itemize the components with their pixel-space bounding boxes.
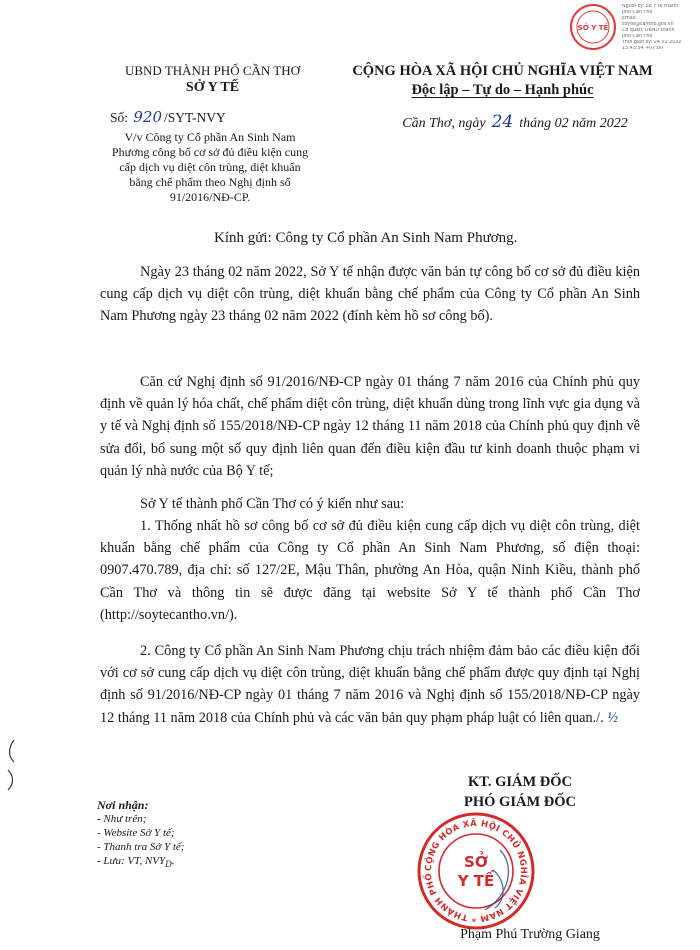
sig-info-line: phố Cần Thơ [622,10,653,15]
agency-parent: UBND THÀNH PHỐ CẦN THƠ [124,63,301,78]
signer-name: Phạm Phú Trường Giang [460,927,600,942]
nation-name: CỘNG HÒA XÃ HỘI CHỦ NGHĨA VIỆT NAM [352,63,653,79]
recipient-item-sub: D [165,859,172,870]
date-line [370,112,660,132]
signature-title [440,772,600,812]
body-paragraph-3 [100,493,640,515]
greeting: Kính gửi: Công ty Cổ phần An Sinh Nam Phương. [214,230,518,246]
document-number [110,108,226,126]
scan-margin-mark [4,738,18,798]
handwritten-tick: ½ [607,709,619,726]
date-day-handwritten: 24 [491,112,514,132]
sig-info-line: phố Cần Thơ [622,34,653,39]
body-paragraph-1 [100,261,640,328]
recipient-item: - Thanh tra Sở Y tế; [97,841,185,853]
nation-motto: Độc lập – Tự do – Hạnh phúc [411,82,594,98]
recipients-label: Nơi nhận: [97,798,149,812]
issuing-agency [105,62,320,96]
sig-info-line: Thời gian ký: 24.02.2022 [622,40,682,45]
seal-center-line1: SỞ [464,853,488,871]
document-subject: V/v Công ty Cổ phần An Sinh Nam Phương công bố cơ sở đủ điều kiện cung cấp dịch vụ diệt côn trùng, diệt khuẩn bằng chế phẩm theo Nghị định số 91/2016/NĐ-CP. [111,130,309,204]
sig-info-line: Email: [622,16,637,21]
seal-ring-text: CỘNG HÒA XÃ HỘI CHỦ NGHĨA VIỆT NAM * THÀNH PHỐ [423,818,529,924]
sig-info-line: Cơ quan: UBND thành [622,28,675,33]
ref-suffix: /SYT-NVY [164,110,226,125]
paragraph-text: Ngày 23 tháng 02 năm 2022, Sở Y tế nhận được văn bản tự công bố cơ sở đủ điều kiện cung cấp dịch vụ diệt côn trùng, diệt khuẩn bằng chế phẩm của Công ty Cổ phần An Sinh Nam Phương ngày 23 tháng 02 năm 2022 (đính kèm hồ sơ công bố). [100,264,640,325]
recipient-item: - Lưu: VT, $NVY_D$. [97,855,175,870]
seal-center-line2: Y TẾ [457,872,495,890]
signature-line-1: KT. GIÁM ĐỐC [467,774,573,790]
recipient-item: - Website Sở Y tế; [97,827,175,839]
ref-number-handwritten: 920 [133,108,163,126]
sig-info-line: Người ký: Sở Y tế thành [622,4,678,9]
sig-info-line: soyte@cantho.gov.vn [622,22,674,27]
body-paragraph-2 [100,371,640,482]
paragraph-text: Căn cứ Nghị định số 91/2016/NĐ-CP ngày 01 tháng 7 năm 2016 của Chính phủ quy định về quản lý hóa chất, chế phẩm diệt côn trùng, diệt khuẩn dùng trong lĩnh vực gia dụng và y tế và Nghị định số 155/2018/NĐ-CP ngày 12 tháng 11 năm 2018 của Chính phủ quy định về sửa đổi, bổ sung một số quy định liên quan đến điều kiện đầu tư kinh doanh thuộc phạm vi quản lý nhà nước của Bộ Y tế; [100,374,640,479]
official-red-seal [415,810,537,932]
paragraph-text: 2. Công ty Cổ phần An Sinh Nam Phương chịu trách nhiệm đảm bảo các điều kiện đối với cơ sở cung cấp dịch vụ diệt côn trùng, diệt khuẩn bằng chế phẩm được quy định tại Nghị định số 91/2016/NĐ-CP ngày 01 tháng 7 năm 2016 và Nghị định số 155/2018/NĐ-CP ngày 12 tháng 11 năm 2018 của Chính phủ và các văn bản quy phạm pháp luật có liên quan./. [100,643,640,726]
recipient-item: - Như trên; [97,813,147,825]
date-prefix: Cần Thơ, ngày [402,116,486,131]
paragraph-text: Sở Y tế thành phố Cần Thơ có ý kiến như sau: [140,496,405,512]
ref-prefix: Số: [110,110,129,125]
digital-seal-text: SỞ Y TẾ [577,24,609,32]
digital-signature-seal [565,2,621,52]
body-paragraph-4 [100,515,640,626]
agency-name: SỞ Y TẾ [185,80,240,95]
recipient-item-text: - Lưu: VT, NVY [97,855,166,867]
date-suffix: tháng 02 năm 2022 [519,116,628,131]
body-paragraph-5 [100,640,640,729]
digital-signature-info [622,4,698,52]
paragraph-text: 1. Thống nhất hồ sơ công bố cơ sở đủ điều kiện cung cấp dịch vụ diệt côn trùng, diệt khuẩn bằng chế phẩm của Công ty Cổ phần An Sinh Nam Phương, số điện thoại: 0907.470.789, địa chỉ: số 127/2E, Mậu Thân, phường An Hòa, quận Ninh Kiều, thành phố Cần Thơ và thông tin sẽ được đăng tại website Sở Y tế thành phố Cần Thơ (http://soytecantho.vn/). [100,518,640,623]
national-title [335,62,670,100]
signature-line-2: PHÓ GIÁM ĐỐC [464,794,576,810]
recipients-block [97,798,184,871]
sig-info-line: 15:43:54 +07:00 [622,46,663,51]
